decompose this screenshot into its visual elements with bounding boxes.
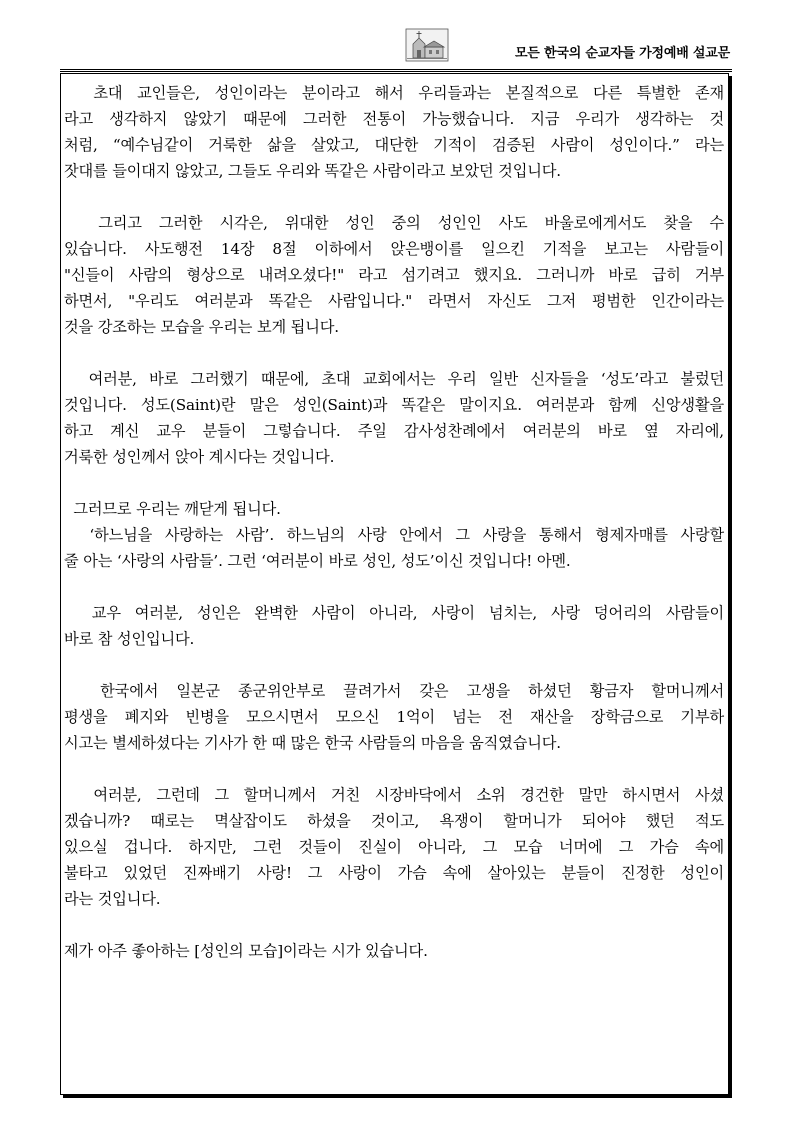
text-line: 한국에서 일본군 종군위안부로 끌려가서 갖은 고생을 하셨던 황금자 할머니께서 <box>64 682 724 700</box>
text-line: 그러므로 우리는 깨닫게 됩니다. <box>64 500 281 518</box>
paragraph <box>64 210 724 340</box>
text-line: "신들이 사람의 형상으로 내려오셨다!" 라고 섬기려고 했지요. 그러니까 바로 급히 거부 <box>64 266 724 284</box>
paragraph <box>64 678 724 756</box>
text-line: 라는 것입니다. <box>64 890 161 908</box>
text-line: 거룩한 성인께서 앉아 계시다는 것입니다. <box>64 448 335 466</box>
text-line: 줄 아는 ‘사랑의 사람들’. 그런 ‘여러분이 바로 성인, 성도’이신 것입니다! 아멘. <box>64 552 571 570</box>
sermon-body <box>64 80 724 964</box>
paragraph <box>64 600 724 652</box>
text-line: 것을 강조하는 모습을 우리는 보게 됩니다. <box>64 318 339 336</box>
text-line: ‘하느님을 사랑하는 사람’. 하느님의 사랑 안에서 그 사랑을 통해서 형제자매를 사랑할 <box>64 526 724 544</box>
paragraph <box>64 366 724 470</box>
paragraph <box>64 80 724 184</box>
text-line: 있으실 겁니다. 하지만, 그런 것들이 진실이 아니라, 그 모습 너머에 그 가슴 속에 <box>64 838 724 856</box>
text-line: 여러분, 바로 그러했기 때문에, 초대 교회에서는 우리 일반 신자들을 ‘성도’라고 불렀던 <box>64 370 724 388</box>
text-line: 잣대를 들이대지 않았고, 그들도 우리와 똑같은 사람이라고 보았던 것입니다. <box>64 162 561 180</box>
paragraph <box>64 496 724 574</box>
text-line: 바로 참 성인입니다. <box>64 630 195 648</box>
page-header <box>60 28 732 68</box>
text-line: 평생을 폐지와 빈병을 모으시면서 모으신 1억이 넘는 전 재산을 장학금으로 기부하 <box>64 708 724 726</box>
text-line: 하고 계신 교우 분들이 그렇습니다. 주일 감사성찬례에서 여러분의 바로 옆 자리에, <box>64 422 724 440</box>
header-divider <box>60 69 732 72</box>
text-line: 시고는 별세하셨다는 기사가 한 때 많은 한국 사람들의 마음을 움직였습니다. <box>64 734 561 752</box>
text-line: 여러분, 그런데 그 할머니께서 거친 시장바닥에서 소위 경건한 말만 하시면서 사셨 <box>64 786 724 804</box>
text-line: 초대 교인들은, 성인이라는 분이라고 해서 우리들과는 본질적으로 다른 특별한 존재 <box>64 84 724 102</box>
text-line: 것입니다. 성도(Saint)란 말은 성인(Saint)과 똑같은 말이지요. 여러분과 함께 신앙생활을 <box>64 396 724 414</box>
text-line: 있습니다. 사도행전 14장 8절 이하에서 앉은뱅이를 일으킨 기적을 보고는 사람들이 <box>64 240 724 258</box>
text-line: 불타고 있었던 진짜배기 사랑! 그 사랑이 가슴 속에 살아있는 분들이 진정한 성인이 <box>64 864 724 882</box>
text-line: 하면서, "우리도 여러분과 똑같은 사람입니다." 라면서 자신도 그저 평범한 인간이라는 <box>64 292 724 310</box>
paragraph <box>64 938 724 964</box>
text-line: 그리고 그러한 시각은, 위대한 성인 중의 성인인 사도 바울로에게서도 찾을 수 <box>64 214 724 232</box>
text-line: 겠습니까? 때로는 멱살잡이도 하셨을 것이고, 욕쟁이 할머니가 되어야 했던 적도 <box>64 812 724 830</box>
document-title: 모든 한국의 순교자들 가정예배 설교문 <box>514 46 730 61</box>
text-line: 교우 여러분, 성인은 완벽한 사람이 아니라, 사랑이 넘치는, 사랑 덩어리의 사람들이 <box>64 604 724 622</box>
paragraph <box>64 782 724 912</box>
text-line: 제가 아주 좋아하는 [성인의 모습]이라는 시가 있습니다. <box>64 942 428 960</box>
church-icon <box>405 28 449 62</box>
text-line: 처럼, “예수님같이 거룩한 삶을 살았고, 대단한 기적이 검증된 사람이 성인이다.” 라는 <box>64 136 724 154</box>
text-line: 라고 생각하지 않았기 때문에 그러한 전통이 가능했습니다. 지금 우리가 생각하는 것 <box>64 110 724 128</box>
